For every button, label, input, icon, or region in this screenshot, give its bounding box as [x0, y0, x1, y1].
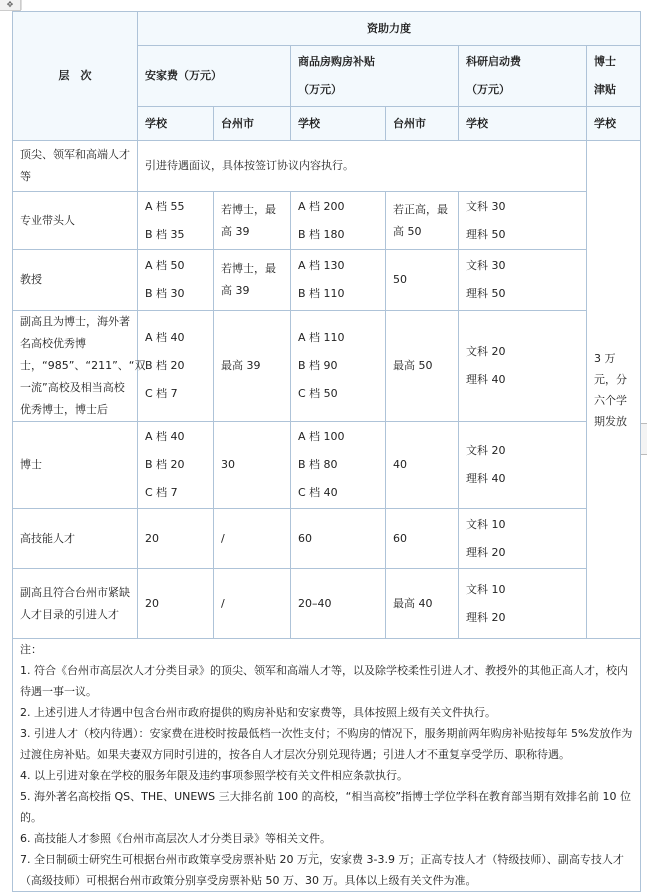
tier-value: C 档 40	[298, 486, 338, 499]
research-value: 文科 10	[466, 582, 506, 596]
research-cell	[459, 422, 587, 509]
research-cell	[459, 569, 587, 639]
tier-value: B 档 90	[298, 359, 338, 372]
settle-city-cell: 若博士，最高 39	[214, 250, 291, 311]
tier-value: B 档 30	[145, 287, 185, 300]
funding-header: 资助力度	[138, 12, 641, 46]
research-value: 文科 30	[466, 259, 506, 272]
research-cell	[459, 192, 587, 250]
tier-value: B 档 110	[298, 287, 345, 300]
notes-title: 注：	[20, 643, 42, 656]
table-row	[13, 569, 641, 639]
tier-value: A 档 55	[145, 199, 185, 213]
settle-school-cell	[138, 192, 214, 250]
tier-value: B 档 20	[145, 359, 185, 372]
settle-city-cell: /	[214, 569, 291, 639]
header-line: 科研启动费	[466, 55, 521, 68]
research-value: 文科 10	[466, 517, 506, 531]
settle-fee-header: 安家费（万元）	[138, 46, 291, 107]
level-cell: 副高且符合台州市紧缺人才目录的引进人才	[13, 569, 138, 639]
table-row	[13, 422, 641, 509]
settle-city-cell: 30	[214, 422, 291, 509]
tier-value: B 档 180	[298, 227, 345, 241]
settle-city-cell: 最高 39	[214, 311, 291, 422]
house-city-cell: 60	[386, 509, 459, 569]
tier-value: A 档 110	[298, 331, 345, 344]
note-item: 1. 符合《台州市高层次人才分类目录》的顶尖、领军和高端人才等，以及除学校柔性引进人才、教授外的其他正高人才，校内待遇一事一议。	[20, 664, 628, 698]
house-city-cell: 最高 50	[386, 311, 459, 422]
research-value: 理科 20	[466, 610, 506, 624]
settle-school-cell	[138, 422, 214, 509]
level-cell: 顶尖、领军和高端人才等	[13, 141, 138, 192]
research-value: 理科 20	[466, 545, 506, 559]
header-line: 商品房购房补贴	[298, 55, 375, 68]
house-school-cell: 20–40	[291, 569, 386, 639]
ruler-divider	[21, 0, 22, 10]
doctor-allowance-header	[587, 46, 641, 107]
settle-city-cell: 若博士，最高 39	[214, 192, 291, 250]
note-item: 6. 高技能人才参照《台州市高层次人才分类目录》等相关文件。	[20, 832, 331, 845]
research-fee-header	[459, 46, 587, 107]
research-value: 文科 30	[466, 199, 506, 213]
note-item: 2. 上述引进人才待遇中包含台州市政府提供的购房补贴和安家费等，具体按照上级有关文件执行。	[20, 706, 496, 719]
house-city-cell: 若正高，最高 50	[386, 192, 459, 250]
level-cell: 专业带头人	[13, 192, 138, 250]
tier-value: C 档 7	[145, 387, 178, 400]
level-header: 层 次	[13, 12, 138, 141]
table-row	[13, 192, 641, 250]
level-cell: 博士	[13, 422, 138, 509]
doctor-allowance-cell: 3 万元，分六个学期发放	[587, 141, 641, 639]
sub-header-school: 学校	[459, 107, 587, 141]
sub-header-school: 学校	[587, 107, 641, 141]
sub-header-school: 学校	[291, 107, 386, 141]
sub-header-city: 台州市	[214, 107, 291, 141]
house-subsidy-header	[291, 46, 459, 107]
research-value: 理科 40	[466, 373, 506, 386]
bottom-ruler-marker	[312, 851, 348, 859]
tier-value: B 档 20	[145, 458, 185, 471]
header-line: （万元）	[466, 83, 510, 96]
house-city-cell: 最高 40	[386, 569, 459, 639]
house-school-cell	[291, 422, 386, 509]
tier-value: B 档 35	[145, 227, 185, 241]
tier-value: C 档 7	[145, 486, 178, 499]
settle-school-cell: 20	[138, 569, 214, 639]
settle-school-cell	[138, 311, 214, 422]
house-school-cell	[291, 311, 386, 422]
tier-value: A 档 50	[145, 259, 185, 272]
tier-value: A 档 130	[298, 259, 345, 272]
tier-value: A 档 100	[298, 430, 345, 443]
house-city-cell: 40	[386, 422, 459, 509]
tier-value: A 档 40	[145, 331, 185, 344]
note-item: 3. 引进人才（校内待遇）：安家费在进校时按最低档一次性支付；不购房的情况下，服务期前两年购房补贴按每年 5%发放作为过渡住房补贴。如果夫妻双方同时引进的，按各自人才层次分别兑现待遇；引进人才不重复享受学历、职称待遇。	[20, 727, 633, 761]
header-line: 津贴	[594, 83, 616, 96]
note-item: 4. 以上引进对象在学校的服务年限及违约事项参照学校有关文件相应条款执行。	[20, 769, 408, 782]
note-item: 5. 海外著名高校指 QS、THE、UNEWS 三大排名前 100 的高校，“相当高校”指博士学位学科在教育部当期有效排名前 10 位的。	[20, 790, 632, 824]
header-line: （万元）	[298, 83, 342, 96]
research-value: 文科 20	[466, 444, 506, 457]
house-city-cell: 50	[386, 250, 459, 311]
tier-value: C 档 50	[298, 387, 338, 400]
table-row	[13, 311, 641, 422]
tier-value: A 档 200	[298, 199, 345, 213]
settle-school-cell	[138, 250, 214, 311]
research-cell	[459, 250, 587, 311]
side-resize-handle[interactable]	[641, 423, 647, 455]
negotiated-cell: 引进待遇面议，具体按签订协议内容执行。	[138, 141, 587, 192]
table-row	[13, 509, 641, 569]
tier-value: A 档 40	[145, 430, 185, 443]
tier-value: B 档 80	[298, 458, 338, 471]
research-cell	[459, 509, 587, 569]
settle-city-cell: /	[214, 509, 291, 569]
house-school-cell	[291, 250, 386, 311]
level-cell: 高技能人才	[13, 509, 138, 569]
note-item: 7. 全日制硕士研究生可根据台州市政策享受房票补贴 20 万元，安家费 3-3.9 万；正高专技人才（特级技师）、副高专技人才（高级技师）可根据台州市政策分别享受房票补贴 50 万、30 万。具体以上级有关文件为准。	[20, 853, 624, 887]
table-move-handle-icon[interactable]: ✥	[0, 0, 21, 11]
research-value: 文科 20	[466, 345, 506, 358]
table-row	[13, 141, 641, 192]
settle-school-cell: 20	[138, 509, 214, 569]
research-value: 理科 40	[466, 472, 506, 485]
talent-funding-table	[12, 11, 641, 892]
house-school-cell: 60	[291, 509, 386, 569]
table-row	[13, 250, 641, 311]
research-cell	[459, 311, 587, 422]
sub-header-city: 台州市	[386, 107, 459, 141]
sub-header-school: 学校	[138, 107, 214, 141]
header-line: 博士	[594, 55, 616, 68]
level-cell: 教授	[13, 250, 138, 311]
research-value: 理科 50	[466, 227, 506, 241]
house-school-cell	[291, 192, 386, 250]
level-cell: 副高且为博士，海外著名高校优秀博士，“985”、“211”、“双一流”高校及相当高校优秀博士，博士后	[13, 311, 138, 422]
research-value: 理科 50	[466, 287, 506, 300]
